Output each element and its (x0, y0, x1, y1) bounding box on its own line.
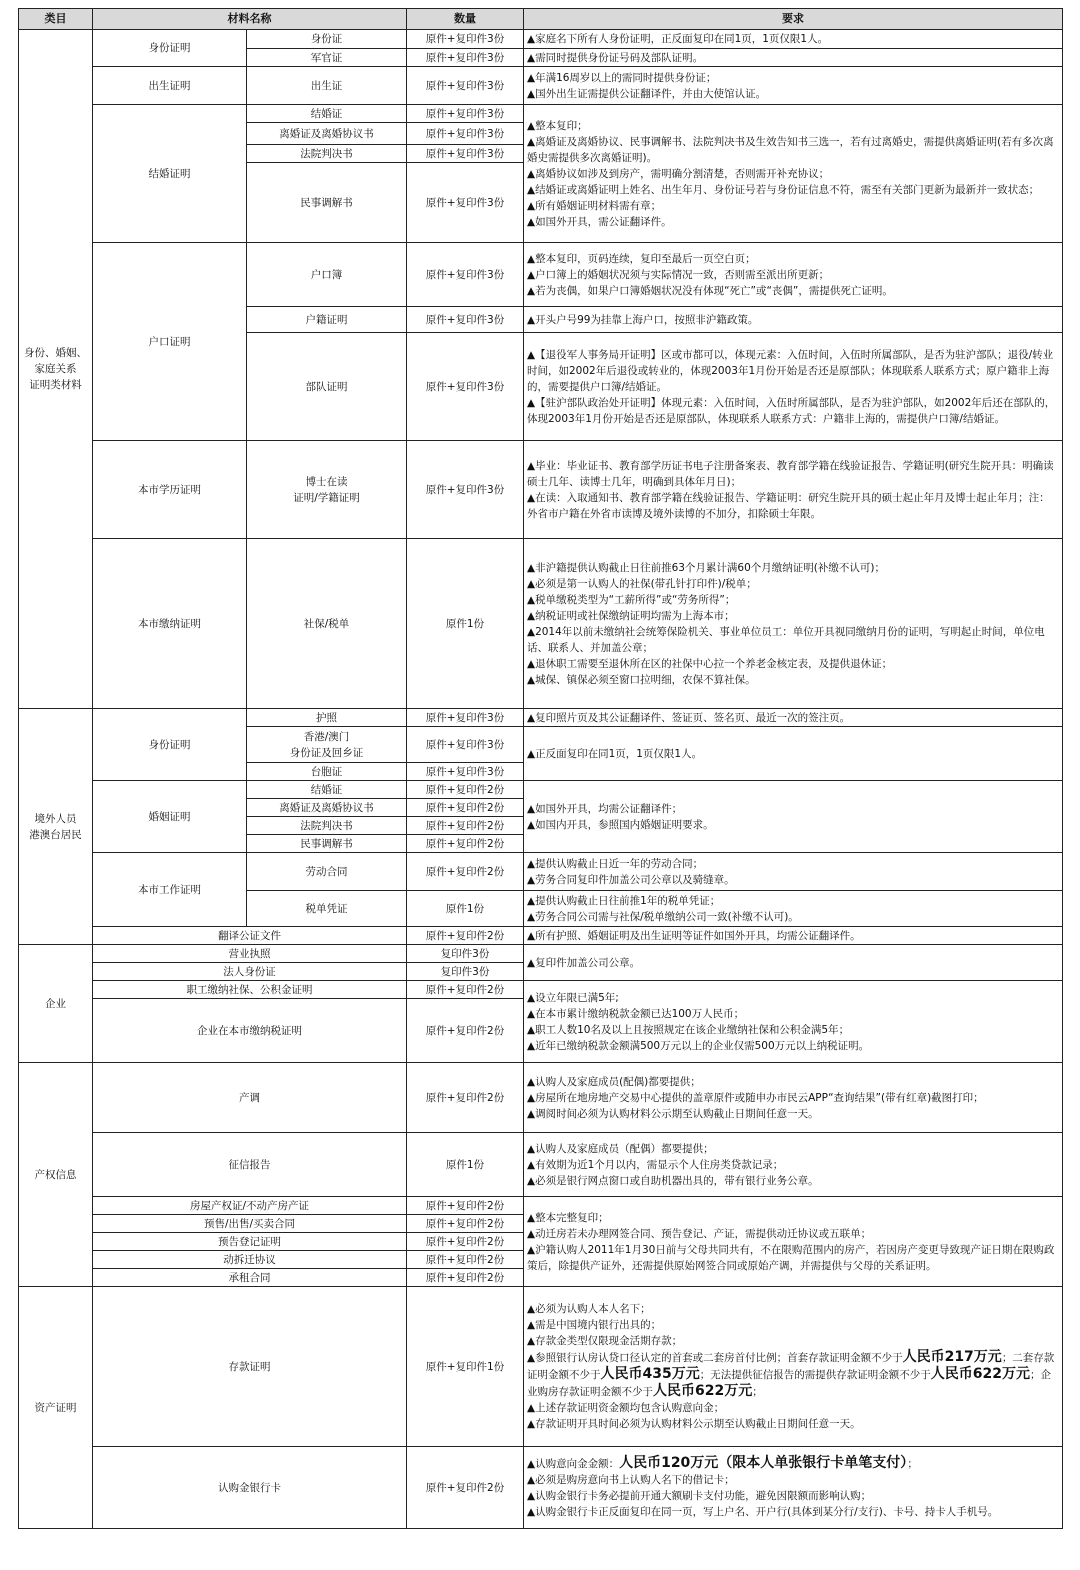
quantity: 原件+复印件2份 (407, 1233, 524, 1251)
quantity: 原件+复印件2份 (407, 999, 524, 1063)
material-legal-id: 法人身份证 (93, 963, 407, 981)
material-translation: 翻译公证文件 (93, 927, 407, 945)
material-mediation: 民事调解书 (247, 163, 407, 243)
material-deposit-cert: 存款证明 (93, 1287, 407, 1447)
quantity: 原件1份 (407, 1133, 524, 1197)
requirement: ▲毕业：毕业证书、教育部学历证书电子注册备案表、教育部学籍在线验证报告、学籍证明(研究生院开具：明确读硕士几年、读博士几年，明确到具体年月日)； ▲在读：入取通知书、教育部学籍在线验证报告、学籍证明：研究生院开具的硕士起止年月及博士起止年月；注：外省市户籍在外省市读博及境外读博的不加分，扣除硕士年限。 (524, 441, 1063, 539)
material-enterprise-tax: 企业在本市缴纳税证明 (93, 999, 407, 1063)
header-requirement: 要求 (524, 9, 1063, 30)
table-row (19, 709, 1063, 727)
requirement: ▲家庭名下所有人身份证明，正反面复印在同1页，1页仅限1人。 (524, 30, 1063, 49)
requirement: ▲复印件加盖公司公章。 (524, 945, 1063, 981)
group-birth-proof: 出生证明 (93, 67, 247, 105)
table-row (19, 1447, 1063, 1529)
quantity: 原件+复印件2份 (407, 1251, 524, 1269)
quantity: 原件+复印件3份 (407, 67, 524, 105)
table-row (19, 105, 1063, 123)
requirement: ▲认购人及家庭成员（配偶）都要提供； ▲有效期为近1个月以内，需显示个人住房类贷款记录； ▲必须是银行网点窗口或自助机器出具的，带有银行业务公章。 (524, 1133, 1063, 1197)
group-overseas-id: 身份证明 (93, 709, 247, 781)
material-passport: 护照 (247, 709, 407, 727)
material-divorce: 离婚证及离婚协议书 (247, 799, 407, 817)
table-row (19, 67, 1063, 105)
requirement: ▲整本复印，页码连续，复印至最后一页空白页； ▲户口簿上的婚姻状况须与实际情况一致，否则需至派出所更新； ▲若为丧偶，如果户口簿婚姻状况没有体现“死亡”或“丧偶”，需提供死亡证明。 (524, 243, 1063, 307)
material-officer-card: 军官证 (247, 49, 407, 67)
quantity: 原件+复印件3份 (407, 123, 524, 145)
header-row (19, 9, 1063, 30)
quantity: 原件+复印件1份 (407, 1287, 524, 1447)
material-id-card: 身份证 (247, 30, 407, 49)
header-quantity: 数量 (407, 9, 524, 30)
material-tax-voucher: 税单凭证 (247, 891, 407, 927)
table-row (19, 30, 1063, 49)
category-identity: 身份、婚姻、 家庭关系 证明类材料 (19, 30, 93, 709)
requirement: ▲整本完整复印； ▲动迁房若未办理网签合同、预告登记、产证，需提供动迁协议或五联单； ▲沪籍认购人2011年1月30日前与父母共同共有，不在限购范围内的房产，若因房产变更导致现产证日期在限购政策后，除提供产证外，还需提供原始网签合同或原始产调，并需提供与父母的关系证明。 (524, 1197, 1063, 1287)
table-row (19, 1197, 1063, 1215)
requirement: ▲复印照片页及其公证翻译件、签证页、签名页、最近一次的签注页。 (524, 709, 1063, 727)
quantity: 原件+复印件2份 (407, 781, 524, 799)
quantity: 原件+复印件2份 (407, 1197, 524, 1215)
requirement: ▲开头户号99为挂靠上海户口，按照非沪籍政策。 (524, 307, 1063, 333)
table-row (19, 1063, 1063, 1133)
group-id-proof: 身份证明 (93, 30, 247, 67)
table-row (19, 1287, 1063, 1447)
material-marriage-cert: 结婚证 (247, 781, 407, 799)
table-row (19, 853, 1063, 891)
category-property: 产权信息 (19, 1063, 93, 1287)
requirement: ▲【退役军人事务局开证明】区或市都可以，体现元素：入伍时间，入伍时所属部队，是否为驻沪部队；退役/转业时间，如2002年后退役或转业的，体现2003年1月份开始是否还是原部队；体现联系人联系方式；原户籍非上海的，需要提供户口簿/结婚证。 ▲【驻沪部队政治处开证明】体现元素：入伍时间，入伍时所属部队，是否为驻沪部队，如2002年后还在部队的，体现2003年1月份开始是否还是原部队，体现联系人联系方式：户籍非上海的，需提供户口簿/结婚证。 (524, 333, 1063, 441)
material-credit-report: 征信报告 (93, 1133, 407, 1197)
quantity: 原件+复印件3份 (407, 105, 524, 123)
requirement: ▲如国外开具，均需公证翻译件； ▲如国内开具，参照国内婚姻证明要求。 (524, 781, 1063, 853)
quantity: 原件+复印件3份 (407, 30, 524, 49)
material-bank-card: 认购金银行卡 (93, 1447, 407, 1529)
requirement: ▲需同时提供身份证号码及部队证明。 (524, 49, 1063, 67)
table-row (19, 441, 1063, 539)
requirement: ▲认购人及家庭成员(配偶)都要提供； ▲房屋所在地房地产交易中心提供的盖章原件或随申办市民云APP“查询结果”(带有红章)截图打印； ▲调阅时间必须为认购材料公示期至认购截止日期间任意一天。 (524, 1063, 1063, 1133)
header-category: 类目 (19, 9, 93, 30)
requirement: ▲必须为认购人本人名下； ▲需是中国境内银行出具的； ▲存款金类型仅限现金活期存款； ▲参照银行认房认贷口径认定的首套或二套房首付比例；首套存款证明金额不少于人民币217万元；二套存款证明金额不少于人民币435万元；无法提供征信报告的需提供存款证明金额不少于人民币622万元；企业购房存款证明金额不少于人民币622万元； ▲上述存款证明资金额均包含认购意向金； ▲存款证明开具时间必须为认购材料公示期至认购截止日期间任意一天。 (524, 1287, 1063, 1447)
table-row (19, 781, 1063, 799)
material-relocation: 动拆迁协议 (93, 1251, 407, 1269)
category-assets: 资产证明 (19, 1287, 93, 1529)
quantity: 原件+复印件3份 (407, 163, 524, 243)
material-court: 法院判决书 (247, 817, 407, 835)
material-prereg: 预告登记证明 (93, 1233, 407, 1251)
quantity: 原件+复印件2份 (407, 1215, 524, 1233)
quantity: 原件+复印件2份 (407, 1063, 524, 1133)
requirement: ▲提供认购截止日往前推1年的税单凭证； ▲劳务合同公司需与社保/税单缴纳公司一致(补缴不认可)。 (524, 891, 1063, 927)
requirement: ▲提供认购截止日近一年的劳动合同； ▲劳务合同复印件加盖公司公章以及骑缝章。 (524, 853, 1063, 891)
table-row (19, 945, 1063, 963)
category-overseas: 境外人员 港澳台居民 (19, 709, 93, 945)
table-row (19, 1133, 1063, 1197)
material-lease: 承租合同 (93, 1269, 407, 1287)
requirement: ▲所有护照、婚姻证明及出生证明等证件如国外开具，均需公证翻译件。 (524, 927, 1063, 945)
quantity: 原件+复印件3份 (407, 307, 524, 333)
group-marriage-proof: 结婚证明 (93, 105, 247, 243)
material-divorce: 离婚证及离婚协议书 (247, 123, 407, 145)
requirement: ▲设立年限已满5年; ▲在本市累计缴纳税款金额已达100万人民币； ▲职工人数10名及以上且按照规定在该企业缴纳社保和公积金满5年； ▲近年已缴纳税款金额满500万元以上的企业仅需500万元以上纳税证明。 (524, 981, 1063, 1063)
quantity: 原件+复印件2份 (407, 817, 524, 835)
table-row (19, 243, 1063, 307)
quantity: 原件1份 (407, 891, 524, 927)
material-hukou-cert: 户籍证明 (247, 307, 407, 333)
group-household-proof: 户口证明 (93, 243, 247, 441)
category-enterprise: 企业 (19, 945, 93, 1063)
table-row (19, 981, 1063, 999)
material-mediation: 民事调解书 (247, 835, 407, 853)
quantity: 原件+复印件2份 (407, 1447, 524, 1529)
group-work-proof: 本市工作证明 (93, 853, 247, 927)
quantity: 原件+复印件3份 (407, 145, 524, 163)
material-social-security: 职工缴纳社保、公积金证明 (93, 981, 407, 999)
material-birth-cert: 出生证 (247, 67, 407, 105)
material-social-tax: 社保/税单 (247, 539, 407, 709)
material-labor-contract: 劳动合同 (247, 853, 407, 891)
table-row (19, 927, 1063, 945)
quantity: 原件+复印件2份 (407, 799, 524, 817)
quantity: 原件+复印件3份 (407, 709, 524, 727)
material-army-cert: 部队证明 (247, 333, 407, 441)
material-property-survey: 产调 (93, 1063, 407, 1133)
quantity: 原件+复印件3份 (407, 333, 524, 441)
requirement: ▲非沪籍提供认购截止日往前推63个月累计满60个月缴纳证明(补缴不认可)； ▲必须是第一认购人的社保(带孔针打印件)/税单； ▲税单缴税类型为“工薪所得”或“劳务所得”； ▲纳税证明或社保缴纳证明均需为上海本市； ▲2014年以前未缴纳社会统筹保险机关、事业单位员工：单位开具视同缴纳月份的证明，写明起止时间，单位电话、联系人、并加盖公章； ▲退休职工需要至退休所在区的社保中心拉一个养老金核定表，及提供退休证； ▲城保、镇保必须至窗口拉明细，农保不算社保。 (524, 539, 1063, 709)
quantity: 原件+复印件2份 (407, 1269, 524, 1287)
material-household-book: 户口簿 (247, 243, 407, 307)
group-education-proof: 本市学历证明 (93, 441, 247, 539)
material-phd: 博士在读 证明/学籍证明 (247, 441, 407, 539)
quantity: 原件1份 (407, 539, 524, 709)
material-marriage-cert: 结婚证 (247, 105, 407, 123)
material-property-deed: 房屋产权证/不动产房产证 (93, 1197, 407, 1215)
quantity: 原件+复印件3份 (407, 727, 524, 763)
quantity: 原件+复印件3份 (407, 763, 524, 781)
group-overseas-marriage: 婚姻证明 (93, 781, 247, 853)
quantity: 原件+复印件3份 (407, 49, 524, 67)
quantity: 原件+复印件3份 (407, 243, 524, 307)
group-tax-proof: 本市缴纳证明 (93, 539, 247, 709)
quantity: 原件+复印件3份 (407, 441, 524, 539)
table-row (19, 539, 1063, 709)
header-material: 材料名称 (93, 9, 407, 30)
material-taiwan: 台胞证 (247, 763, 407, 781)
requirement: ▲认购意向金金额：人民币120万元（限本人单张银行卡单笔支付）； ▲必须是购房意向书上认购人名下的借记卡； ▲认购金银行卡务必提前开通大额刷卡支付功能，避免因限额而影响认购； ▲认购金银行卡正反面复印在同一页，写上户名、开户行(具体到某分行/支行)、卡号、持卡人手机号。 (524, 1447, 1063, 1529)
requirement: ▲年满16周岁以上的需同时提供身份证； ▲国外出生证需提供公证翻译件，并由大使馆认证。 (524, 67, 1063, 105)
material-hk-macao: 香港/澳门 身份证及回乡证 (247, 727, 407, 763)
quantity: 原件+复印件2份 (407, 835, 524, 853)
material-business-license: 营业执照 (93, 945, 407, 963)
material-presale-contract: 预售/出售/买卖合同 (93, 1215, 407, 1233)
material-court: 法院判决书 (247, 145, 407, 163)
requirement: ▲正反面复印在同1页，1页仅限1人。 (524, 727, 1063, 781)
quantity: 复印件3份 (407, 945, 524, 963)
requirement: ▲整本复印； ▲离婚证及离婚协议、民事调解书、法院判决书及生效告知书三选一，若有过离婚史，需提供离婚证明(若有多次离婚史需提供多次离婚证明)。 ▲离婚协议如涉及到房产，需明确分割清楚，否则需开补充协议； ▲结婚证或离婚证明上姓名、出生年月、身份证号若与身份证信息不符，需至有关部门更新为最新并一致状态； ▲所有婚姻证明材料需有章； ▲如国外开具，需公证翻译件。 (524, 105, 1063, 243)
quantity: 原件+复印件2份 (407, 853, 524, 891)
materials-table (18, 8, 1063, 1529)
quantity: 复印件3份 (407, 963, 524, 981)
quantity: 原件+复印件2份 (407, 927, 524, 945)
quantity: 原件+复印件2份 (407, 981, 524, 999)
